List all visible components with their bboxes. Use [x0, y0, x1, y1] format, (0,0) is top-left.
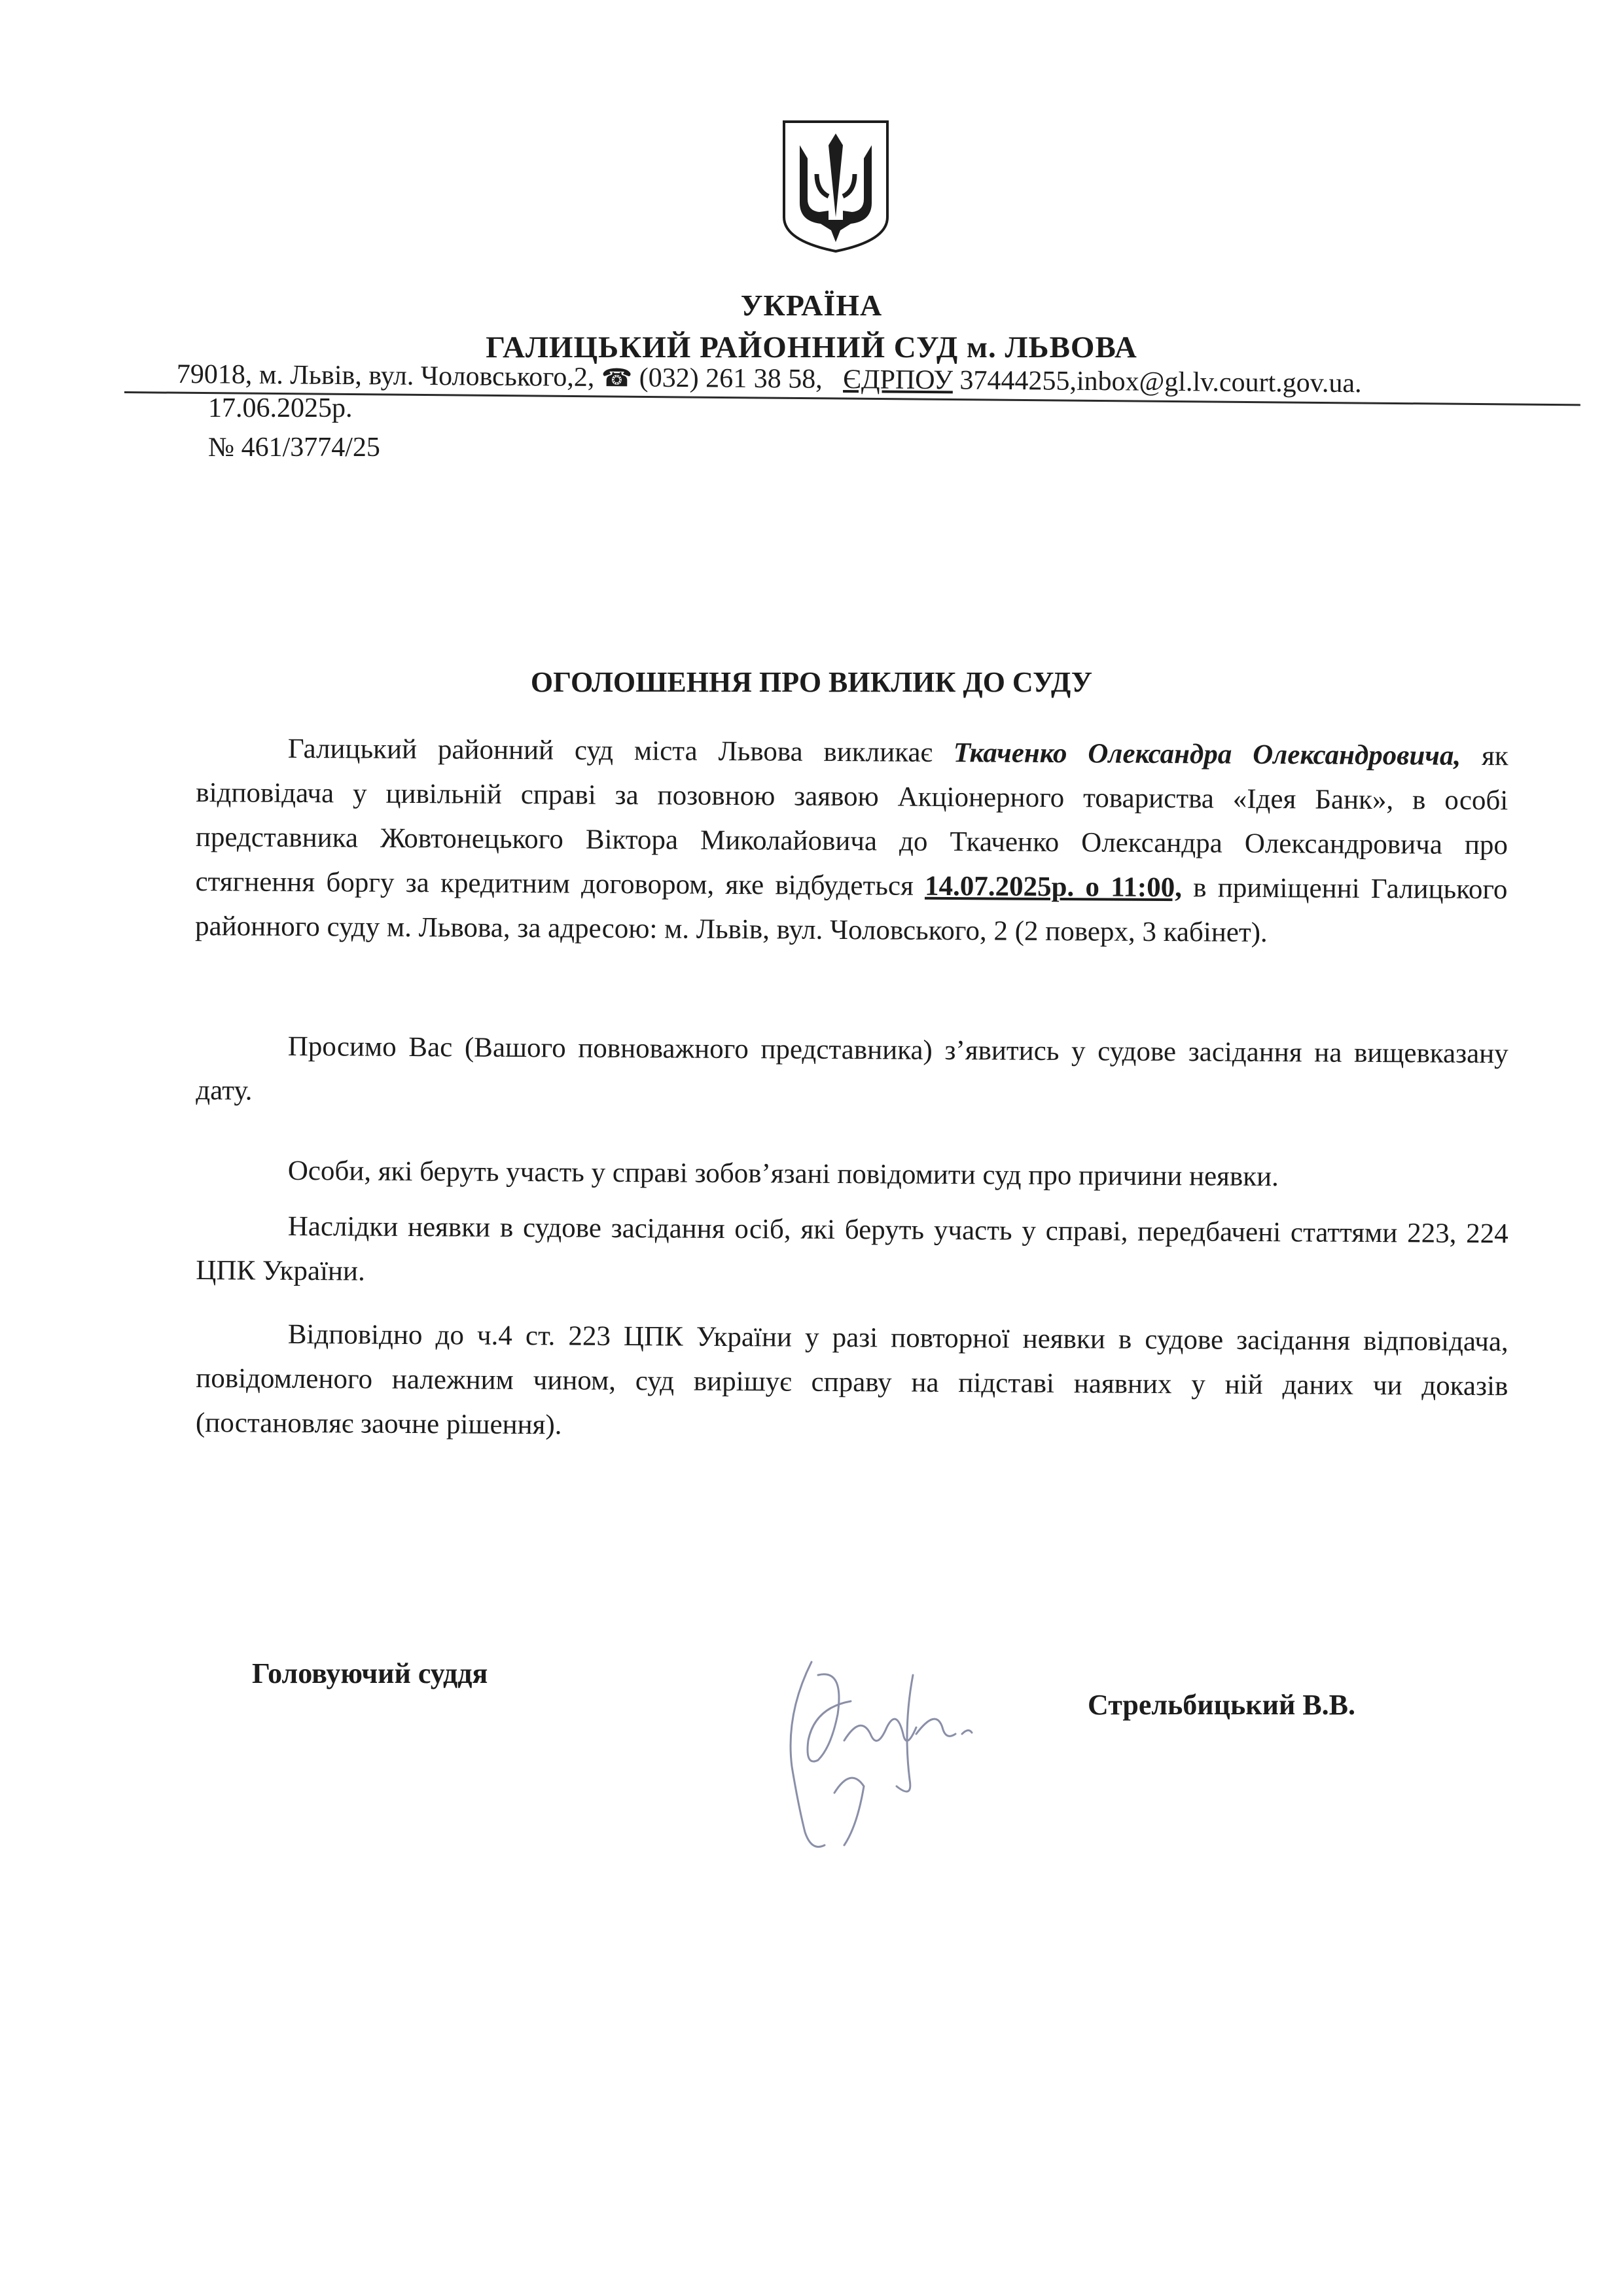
summons-tail: в приміщенні Галицького районного суду м. Львова, за адресою: м. Львів, вул. Чоловського, 2 (2 поверх, 3 кабінет).: [194, 872, 1508, 949]
court-phone: (032) 261 38 58: [639, 362, 816, 395]
summons-middle: як відповідача у цивільній справі за позовною заявою Акціонерного товариства «Ідея Банк», в особі представника Жовтонецького Віктора Миколайовича до Ткаченко Олександра Олександровича про стягнення боргу за кредитним договором, яке відбудеться: [195, 740, 1508, 902]
handwritten-signature: [746, 1636, 982, 1871]
presiding-judge-label: Головуючий суддя: [252, 1657, 488, 1689]
consequences-text: Наслідки неявки в судове засідання осіб, які беруть участь у справі, передбачені статтями 223, 224 ЦПК України.: [196, 1210, 1508, 1287]
court-heading: ГАЛИЦЬКИЙ РАЙОННИЙ СУД м. ЛЬВОВА: [486, 330, 1137, 364]
case-number: № 461/3774/25: [208, 433, 380, 463]
judge-name: Стрельбицький В.В.: [1088, 1689, 1356, 1721]
edrpou-and-email: 37444255,inbox@gl.lv.court.gov.ua.: [959, 365, 1362, 399]
document-title: ОГОЛОШЕННЯ ПРО ВИКЛИК ДО СУДУ: [530, 666, 1093, 698]
obligation-text: Особи, які беруть участь у справі зобов’язані повідомити суд про причини неявки.: [287, 1155, 1279, 1193]
summons-lead: Галицький районний суд міста Львова викликає: [287, 733, 954, 769]
paragraph-default-judgment: [196, 1312, 1508, 1453]
paragraph-request: [196, 1024, 1508, 1121]
defendant-name: Ткаченко Олександра Олександровича,: [953, 737, 1461, 771]
paragraph-summons: [195, 726, 1508, 957]
paragraph-obligation: [196, 1148, 1508, 1201]
country-heading: УКРАЇНА: [740, 289, 883, 322]
court-contact-line: 79018, м. Львів, вул. Чоловського,2, ☎ (032) 261 38 58, ЄДРПОУ 37444255,inbox@gl.lv.court.gov.ua.: [176, 359, 1362, 399]
hearing-datetime: 14.07.2025р. о 11:00,: [924, 870, 1183, 904]
document-date: 17.06.2025р.: [208, 393, 353, 423]
paragraph-consequences: [196, 1204, 1508, 1301]
court-address: 79018, м. Львів, вул. Чоловського,2,: [176, 359, 595, 393]
request-text: Просимо Вас (Вашого повноважного представника) з’явитись у судове засідання на вищевказану дату.: [196, 1031, 1508, 1106]
default-judgment-text: Відповідно до ч.4 ст. 223 ЦПК України у разі повторної неявки в судове засідання відповідача, повідомленого належним чином, суд вирішує справу на підставі наявних у ній даних чи доказів (постановляє заочне рішення).: [195, 1318, 1508, 1441]
trident-coat-of-arms-icon: [780, 119, 891, 254]
telephone-icon: ☎: [601, 363, 633, 393]
edrpou-label: ЄДРПОУ: [843, 364, 954, 396]
